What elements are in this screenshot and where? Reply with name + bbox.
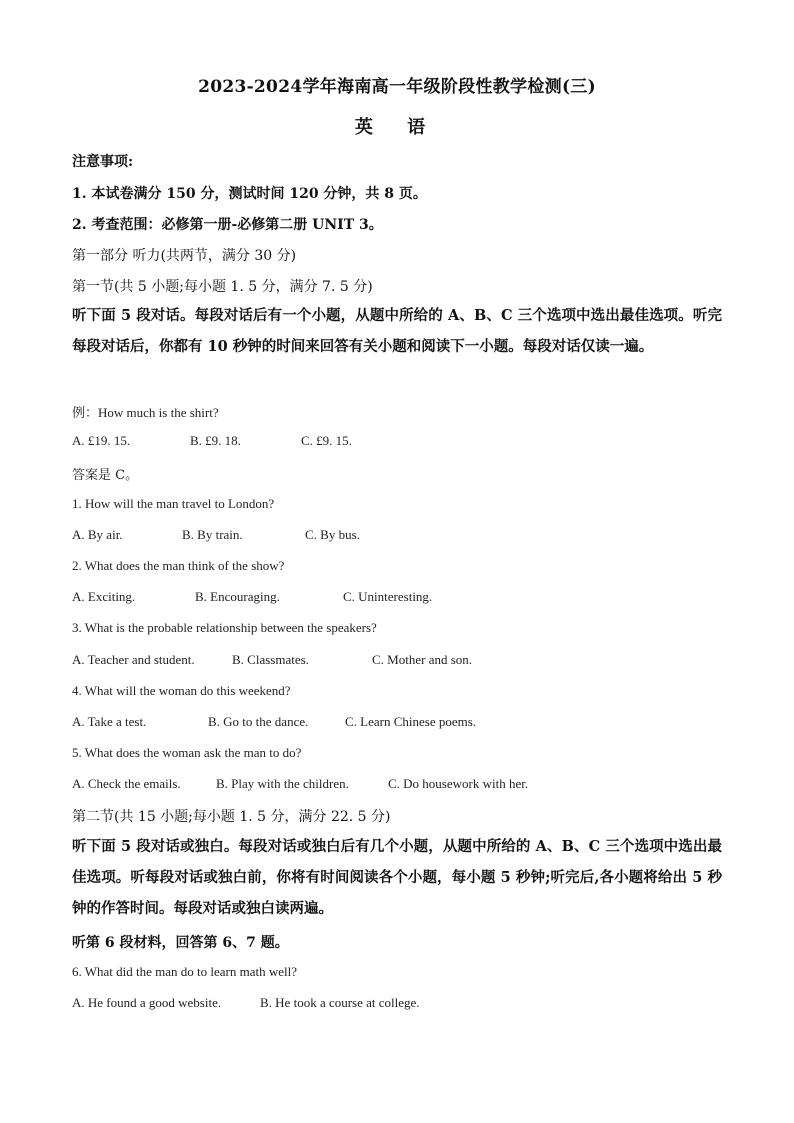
option-b: B. He took a course at college.	[260, 995, 420, 1010]
question-5: 5. What does the woman ask the man to do?	[72, 745, 302, 760]
question-3: 3. What is the probable relationship between the speakers?	[72, 620, 377, 635]
question-4: 4. What will the woman do this weekend?	[72, 683, 291, 698]
example-answer: 答案是 C。	[72, 468, 139, 483]
option-c: C. Uninteresting.	[343, 589, 433, 604]
option-a: A. He found a good website.	[72, 995, 222, 1010]
section1-instructions: 听下面 5 段对话。每段对话后有一个小题，从题中所给的 A、B、C 三个选项中选出最佳选项。听完每段对话后，你都有 10 秒钟的时间来回答有关小题和阅读下一小题。每段对话仅读一遍。	[72, 307, 722, 355]
part1-heading: 第一部分 听力(共两节，满分 30 分)	[72, 248, 297, 264]
option-a: A. Teacher and student.	[72, 652, 195, 667]
option-c: C. £9. 15.	[301, 433, 352, 448]
option-c: C. Learn Chinese poems.	[345, 714, 477, 729]
option-c: C. By bus.	[305, 527, 360, 542]
example-question: 例：How much is the shirt?	[72, 405, 219, 420]
option-a: A. Check the emails.	[72, 776, 181, 791]
option-b: B. Classmates.	[232, 652, 309, 667]
notice-item-1: 1. 本试卷满分 150 分，测试时间 120 分钟，共 8 页。	[72, 186, 427, 202]
question-1: 1. How will the man travel to London?	[72, 496, 275, 511]
notice-heading: 注意事项:	[72, 154, 134, 170]
option-a: A. £19. 15.	[72, 433, 131, 448]
notice-item-2: 2. 考查范围：必修第一册-必修第二册 UNIT 3。	[72, 217, 383, 233]
material-6-heading: 听第 6 段材料，回答第 6、7 题。	[72, 935, 289, 951]
option-a: A. By air.	[72, 527, 123, 542]
option-b: B. By train.	[182, 527, 243, 542]
option-b: B. Go to the dance.	[208, 714, 309, 729]
section2-instructions: 听下面 5 段对话或独白。每段对话或独白后有几个小题，从题中所给的 A、B、C 三个选项中选出最佳选项。听每段对话或独白前，你将有时间阅读各个小题，每小题 5 秒钟;听完后,各小题将给出 5 秒钟的作答时间。每段对话或独白读两遍。	[72, 838, 722, 917]
question-2: 2. What does the man think of the show?	[72, 558, 285, 573]
section1-heading: 第一节(共 5 小题;每小题 1. 5 分，满分 7. 5 分)	[72, 279, 373, 295]
option-b: B. Play with the children.	[216, 776, 349, 791]
option-a: A. Take a test.	[72, 714, 147, 729]
option-a: A. Exciting.	[72, 589, 136, 604]
option-c: C. Mother and son.	[372, 652, 473, 667]
subject-title: 英 语	[354, 117, 440, 138]
option-c: C. Do housework with her.	[388, 776, 529, 791]
option-b: B. £9. 18.	[190, 433, 241, 448]
section2-heading: 第二节(共 15 小题;每小题 1. 5 分，满分 22. 5 分)	[72, 809, 391, 825]
question-6: 6. What did the man do to learn math well?	[72, 964, 298, 979]
option-b: B. Encouraging.	[195, 589, 280, 604]
page-title: 2023-2024学年海南高一年级阶段性教学检测(三)	[198, 77, 596, 97]
